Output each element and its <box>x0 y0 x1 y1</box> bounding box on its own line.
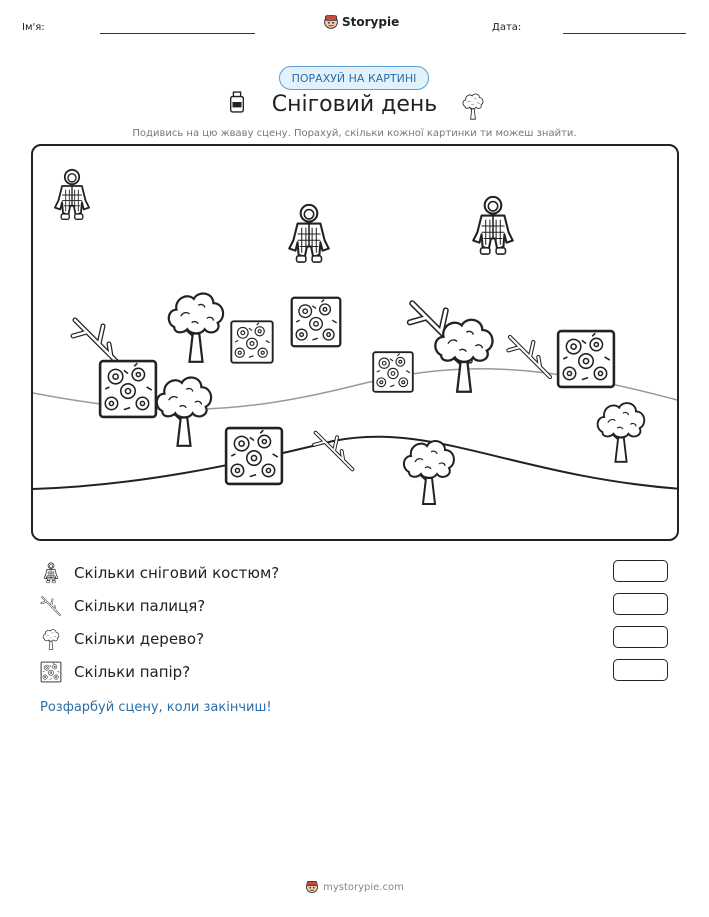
scene-tree <box>435 320 492 392</box>
question-text: Скільки палиця? <box>74 597 206 615</box>
title-tree-icon <box>459 92 487 120</box>
scene-paper <box>231 321 272 362</box>
question-row <box>40 626 680 652</box>
mascot-icon <box>323 14 339 30</box>
scene-paper <box>100 361 156 417</box>
counting-scene <box>31 144 679 541</box>
tree-icon <box>40 628 62 650</box>
page-title: Сніговий день <box>271 92 438 117</box>
date-label: Дата: <box>492 22 522 33</box>
scene-paper <box>558 331 614 387</box>
question-text: Скільки сніговий костюм? <box>74 564 280 582</box>
scene-tree <box>404 441 454 504</box>
date-line[interactable] <box>563 33 686 34</box>
name-line[interactable] <box>100 33 255 34</box>
question-row <box>40 593 680 619</box>
answer-box[interactable] <box>613 626 668 648</box>
brand-name: Storypie <box>342 15 400 29</box>
activity-badge: ПОРАХУЙ НА КАРТИНІ <box>279 66 429 90</box>
scene-paper <box>292 298 341 347</box>
snowsuit-icon <box>40 562 62 584</box>
footer-link[interactable]: mystorypie.com <box>323 881 404 893</box>
coloring-note: Розфарбуй сцену, коли закінчиш! <box>40 700 272 715</box>
mascot-icon <box>305 880 319 894</box>
question-row <box>40 659 680 685</box>
question-text: Скільки дерево? <box>74 630 205 648</box>
scene-paper <box>226 428 282 484</box>
scene-snowsuit <box>289 205 329 262</box>
scene-tree <box>598 403 645 462</box>
scene-tree <box>157 377 211 445</box>
brand-logo <box>323 14 399 30</box>
answer-box[interactable] <box>613 593 668 615</box>
question-text: Скільки папір? <box>74 663 191 681</box>
scene-illustration <box>33 146 679 541</box>
scene-tree <box>169 293 223 361</box>
footer <box>0 880 709 894</box>
stick-icon <box>40 595 62 617</box>
scene-snowsuit <box>55 170 89 220</box>
name-label: Ім'я: <box>22 22 45 33</box>
scene-paper <box>373 352 413 392</box>
paper-icon <box>40 661 62 683</box>
answer-box[interactable] <box>613 659 668 681</box>
scene-snowsuit <box>473 197 513 254</box>
instructions: Подивись на цю жваву сцену. Порахуй, скільки кожної картинки ти можеш знайти. <box>132 128 577 139</box>
question-row <box>40 560 680 586</box>
answer-box[interactable] <box>613 560 668 582</box>
